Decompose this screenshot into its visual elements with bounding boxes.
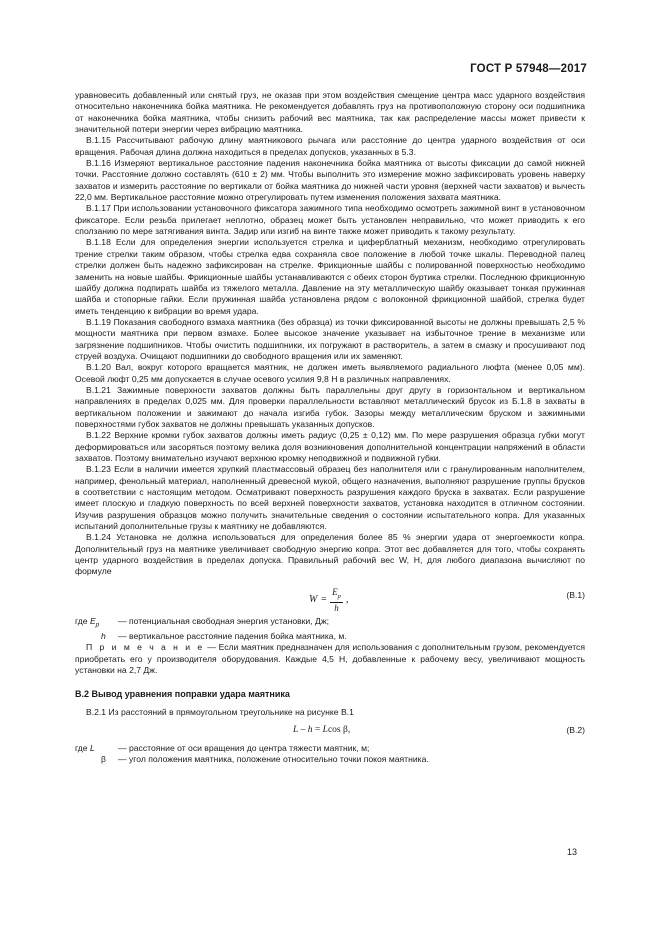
symbol-letter: E [89, 615, 96, 626]
paragraph-b-1-16: В.1.16 Измеряют вертикальное расстояние падения наконечника бойка маятника от высоты фиксации до самой нижней точки. Расстояние должно составлять (610 ± 2) мм. Чтобы выполнить это измерение можно зафиксировать уровень наверху захватов и измерить расстояние по вертикали от бойка маятника до нижней части уровня (верхней части захватов) и вычесть 22,0 мм. Вертикальное расстояние можно отрегулировать путем изменения положения захвата маятника. [75, 158, 585, 203]
definition-symbol: h [101, 630, 106, 641]
formula-b1-number: (В.1) [566, 589, 585, 600]
paragraph-b-1-19: В.1.19 Показания свободного взмаха маятника (без образца) из точки фиксированной высоты не должны превышать 2,5 % мощности маятника при первом взмахе. Более высокое значение указывает на избыточное трение в механизме или загрязнение подшипников. Чтобы очистить подшипники, их погружают в растворитель, а затем в смазку и просушивают под струей воздуха. Очищают подшипники до свободного вращения или их заменяют. [75, 316, 585, 361]
paragraph-continuation: уравновесить добавленный или снятый груз, не оказав при этом воздействия смещение центра масс ударного воздействия относительно наконечника бойка маятника. Не рекомендуется добавлять груз на противоположную сторону оси подшипника от наконечника бойка маятника, чтобы снизить рабочий вес маятника, так как распределение массы может привести к значительной потери энергии через вибрацию маятника. [75, 90, 585, 135]
definition-row [75, 743, 585, 754]
section-heading-b2: В.2 Вывод уравнения поправки удара маятника [75, 689, 290, 700]
formula-b1 [75, 580, 585, 616]
formula-b1-tail: , [345, 594, 349, 605]
paragraph-b-1-20: В.1.20 Вал, вокруг которого вращается маятник, не должен иметь выявляемого радиального люфта (менее 0,05 мм). Осевой люфт 0,25 мм допускается в случае осевого усилия 9,8 Н в различных направлениях. [75, 362, 585, 384]
numerator-subscript: p [337, 592, 341, 600]
definition-symbol [89, 615, 100, 629]
paragraph-b-1-21: В.1.21 Зажимные поверхности захватов должны быть параллельны друг другу в горизонтальном и вертикальном направлениях в пределах 0,025 мм. Для проверки параллельности вставляют металлический брусок из Б.1.8 в захваты в вертикальном положении и зажимают до начала изгиба губок. Зазоры между металлическим бруском и зажимными поверхностями губок захватов не должны превышать указанных допусков. [75, 384, 585, 429]
formula-b2-minus: – [298, 724, 308, 735]
formula-b1-definitions [75, 616, 585, 642]
paragraph-b-1-18: В.1.18 Если для определения энергии используется стрелка и циферблатный механизм, необходимо отрегулировать трение стрелки таким образом, чтобы стрелка едва сохраняла свое положение в любой точке шкалы. Переводной палец стрелки должен быть надежно зафиксирован на стрелке. Фрикционные шайбы с полированной поверхностью необходимо заменить на новые шайбы. Фрикционные шайбы устанавливаются с обеих сторон буртика стрелки. Последнюю фрикционную шайбу должна подпирать шайба из тяжелого металла. Давление на эту металлическую шайбу оказывает тонкая пружинная шайба и стопорные гайки. Если пружинная шайба установлена рядом с волоконной фрикционной шайбой, стрелка будет иметь тенденцию к вибрации во время удара. [75, 237, 585, 316]
formula-b1-fraction [330, 587, 343, 613]
definition-lhs [75, 754, 118, 765]
formula-b1-equals: = [320, 594, 328, 605]
paragraph-b-1-17: В.1.17 При использовании установочного фиксатора зажимного типа необходимо осмотреть зажимной винт в установочном фиксаторе. Если резьба прилегает неплотно, образец может быть установлен неправильно, что может приводить к его сползанию по мере затягивания винта. Задир или изгиб на винте также может приводить к такому результату. [75, 203, 585, 237]
formula-b2-number: (В.2) [566, 724, 585, 735]
definition-lhs [75, 631, 118, 642]
formula-b2-expression [293, 725, 350, 736]
definition-text: — потенциальная свободная энергия установки, Дж; [118, 615, 329, 626]
definition-text: — вертикальное расстояние падения бойка маятника, м. [118, 630, 347, 641]
symbol-subscript: p [95, 621, 100, 629]
definition-symbol: β [101, 754, 106, 765]
formula-b2-term-h: h [307, 724, 313, 735]
formula-b1-denominator: h [334, 602, 339, 613]
numerator-symbol: E [332, 586, 338, 597]
paragraph-b-2-1: В.2.1 Из расстояний в прямоугольном треугольнике на рисунке В.1 [86, 706, 354, 717]
paragraph-b-1-24: В.1.24 Установка не должна использоваться для определения более 85 % энергии удара от энергоемкости копра. Дополнительный груз на маятнике увеличивает свободную энергию копра. Этот вес добавляется для того, чтобы сохранять центр ударного воздействия в пределах допуска. Правильный рабочий вес W, Н, для любого диапазона вычисляют по формуле [75, 532, 585, 577]
definition-lhs [75, 616, 118, 631]
paragraph-b-1-22: В.1.22 Верхние кромки губок захватов должны иметь радиус (0,25 ± 0,12) мм. По мере разрушения образца губки могут деформироваться или засоряться поэтому велика доля возникновения дополнительной концентрации напряжений в области захватов. Поэтому внимательно изучают верхнюю кромку неподвижной и подвижной губки. [75, 430, 585, 463]
definition-row [75, 631, 585, 642]
definition-lhs [75, 743, 118, 754]
definition-prefix: где [75, 615, 88, 626]
paragraph-b-1-15: В.1.15 Рассчитывают рабочую длину маятникового рычага или расстояние до центра ударного воздействия от оси вращения. Рабочая длина должна находиться в пределах допусков, указанных в 5.3. [75, 135, 585, 157]
formula-b2-cos: cos β, [327, 724, 351, 735]
formula-b1-numerator [330, 587, 343, 603]
definition-text: — расстояние от оси вращения до центра тяжести маятник, м; [118, 742, 370, 753]
formula-b1-lhs: W [309, 594, 318, 605]
document-code-header: ГОСТ Р 57948—2017 [470, 63, 587, 75]
formula-b2 [75, 721, 585, 743]
paragraph-b-1-23: В.1.23 Если в наличии имеется хрупкий пластмассовый образец без наполнителя или с гранулированным наполнителем, например, фенольный материал, наполненный древесной мукой, общего назначения, выполняют разрушение группы брусков в соответствии с настоящим методом. Осматривают поверхность разрушения каждого бруска в захватах. Если разрушение имеет плоскую и гладкую поверхность по всей верхней поверхности захватов, установка находится в отличном состоянии. Изучив разрушения образцов можно получить значительные сведения о состоянии испытательного копра. Для указанных испытаний дополнительные грузы к маятнику не добавляются. [75, 464, 585, 532]
definition-row [75, 616, 585, 631]
definition-row [75, 754, 585, 765]
formula-b2-equals: = [312, 724, 323, 735]
note-label: П р и м е ч а н и е [86, 642, 205, 653]
page-number: 13 [567, 847, 578, 857]
document-body [75, 90, 585, 766]
note-paragraph [75, 642, 585, 676]
formula-b2-term-l2: L [322, 724, 328, 735]
definition-prefix: где [75, 742, 88, 753]
definition-symbol: L [89, 742, 95, 753]
formula-b2-term-l: L [293, 724, 299, 735]
formula-b2-definitions [75, 743, 585, 766]
definition-text: — угол положения маятника, положение относительно точки покоя маятника. [118, 754, 429, 765]
formula-b1-expression [309, 587, 348, 613]
note-text: — Если маятник предназначен для использования с дополнительным грузом, рекомендуется приобретать его у производителя оборудования. Каждые 4,5 Н, добавленные к рабочему весу, увеличивают мощность установки на 2,7 Дж. [75, 642, 586, 675]
